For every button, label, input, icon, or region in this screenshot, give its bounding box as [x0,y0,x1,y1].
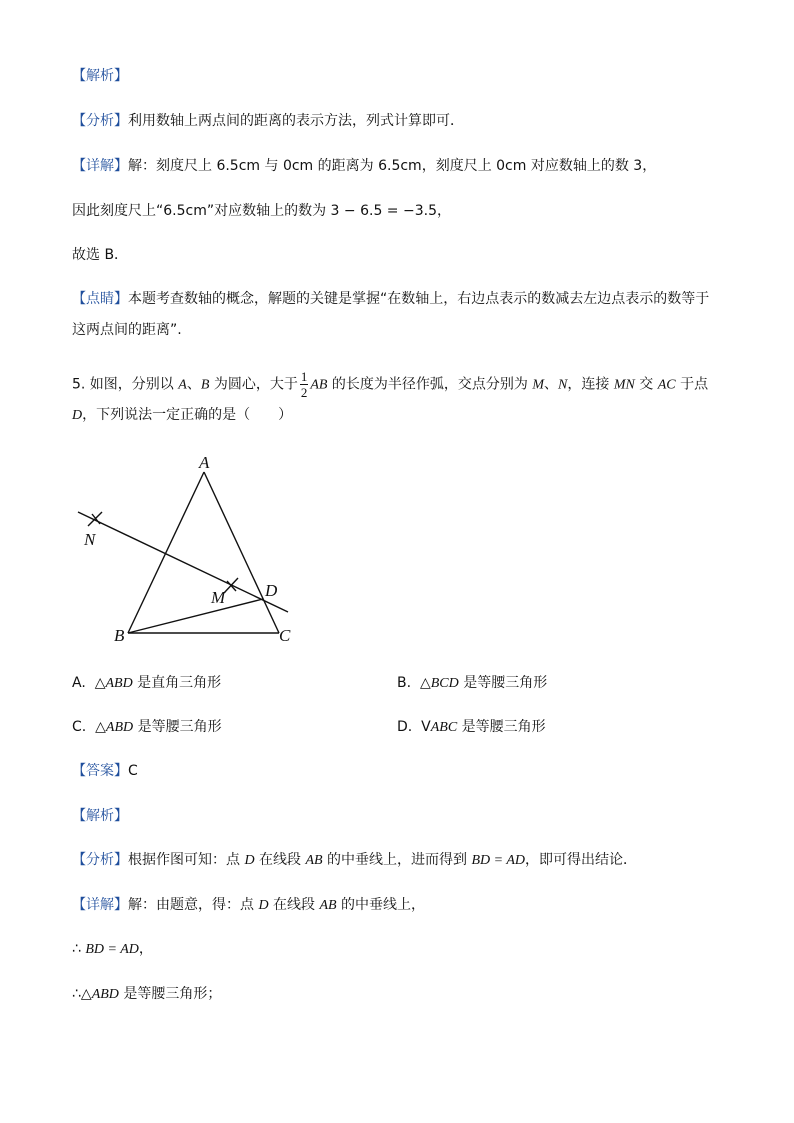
label-C: C [279,626,291,645]
question-5-line-1: 5. 如图，分别以 A、B 为圆心，大于 $\frac{1}{2}$ AB 的长度为半径作弧，交点分别为 M、N，连接 MN 交 AC 于点 [72,369,709,400]
dianjing-text: 本题考查数轴的概念，解题的关键是掌握“在数轴上，右边点表示的数减去左边点表示的数等于 [128,291,710,307]
xiangjie-paragraph [72,156,656,176]
xiangjie-tag-2: 【详解】 [72,897,128,913]
jiexi-tag-2: 【解析】 [72,808,128,824]
fenxi-paragraph [72,111,464,131]
answer-line [72,761,138,781]
therefore-line-2: ∴△ABD 是等腰三角形； [72,986,222,1002]
xiangjie-text: 解：刻度尺上 6.5cm 与 0cm 的距离为 6.5cm，刻度尺上 0cm 对应数轴上的数 3， [128,158,657,174]
dianjing-paragraph [72,289,709,309]
fenxi-paragraph-2: 【分析】根据作图可知：点 D 在线段 AB 的中垂线上，进而得到 BD = AD，即可得出结论． [72,852,638,868]
xiangjie-tag: 【详解】 [72,158,128,174]
xiangjie-line-3: 故选 B． [72,247,129,263]
label-A: A [199,453,210,472]
label-B: B [114,626,125,645]
xiangjie-line-2: 因此刻度尺上“6.5cm”对应数轴上的数为 3 − 6.5 = −3.5， [72,203,451,219]
answer-tag: 【答案】 [72,763,128,779]
segment-BD [128,599,263,633]
therefore-line-1: ∴ BD = AD， [72,941,153,957]
fraction-one-half: $\frac{1}{2}$ [300,369,308,400]
label-N: N [84,530,96,549]
fenxi-text: 利用数轴上两点间的距离的表示方法，列式计算即可． [128,113,464,129]
fenxi-tag-2: 【分析】 [72,852,128,868]
question-5-line-2: D，下列说法一定正确的是（ ） [72,407,293,423]
option-d: D. VABC 是等腰三角形 [397,719,546,735]
label-M: M [211,588,226,607]
answer-value: C [128,763,138,779]
fenxi-tag: 【分析】 [72,113,128,129]
jiexi-tag: 【解析】 [72,68,128,84]
option-b: B. △BCD 是等腰三角形 [397,675,548,691]
segment-AC [204,472,279,633]
dianjing-tag: 【点睛】 [72,291,128,307]
label-D: D [265,581,278,600]
jiexi-heading-2 [72,806,128,826]
segment-AB [128,472,204,633]
option-c: C. △ABD 是等腰三角形 [72,719,222,735]
line-MN [78,512,288,612]
xiangjie-paragraph-2: 【详解】解：由题意，得：点 D 在线段 AB 的中垂线上， [72,897,426,913]
dianjing-line-2: 这两点间的距离”. [72,322,182,338]
triangle-figure [72,450,302,650]
jiexi-heading [72,66,128,86]
option-a: A. △ABD 是直角三角形 [72,675,222,691]
